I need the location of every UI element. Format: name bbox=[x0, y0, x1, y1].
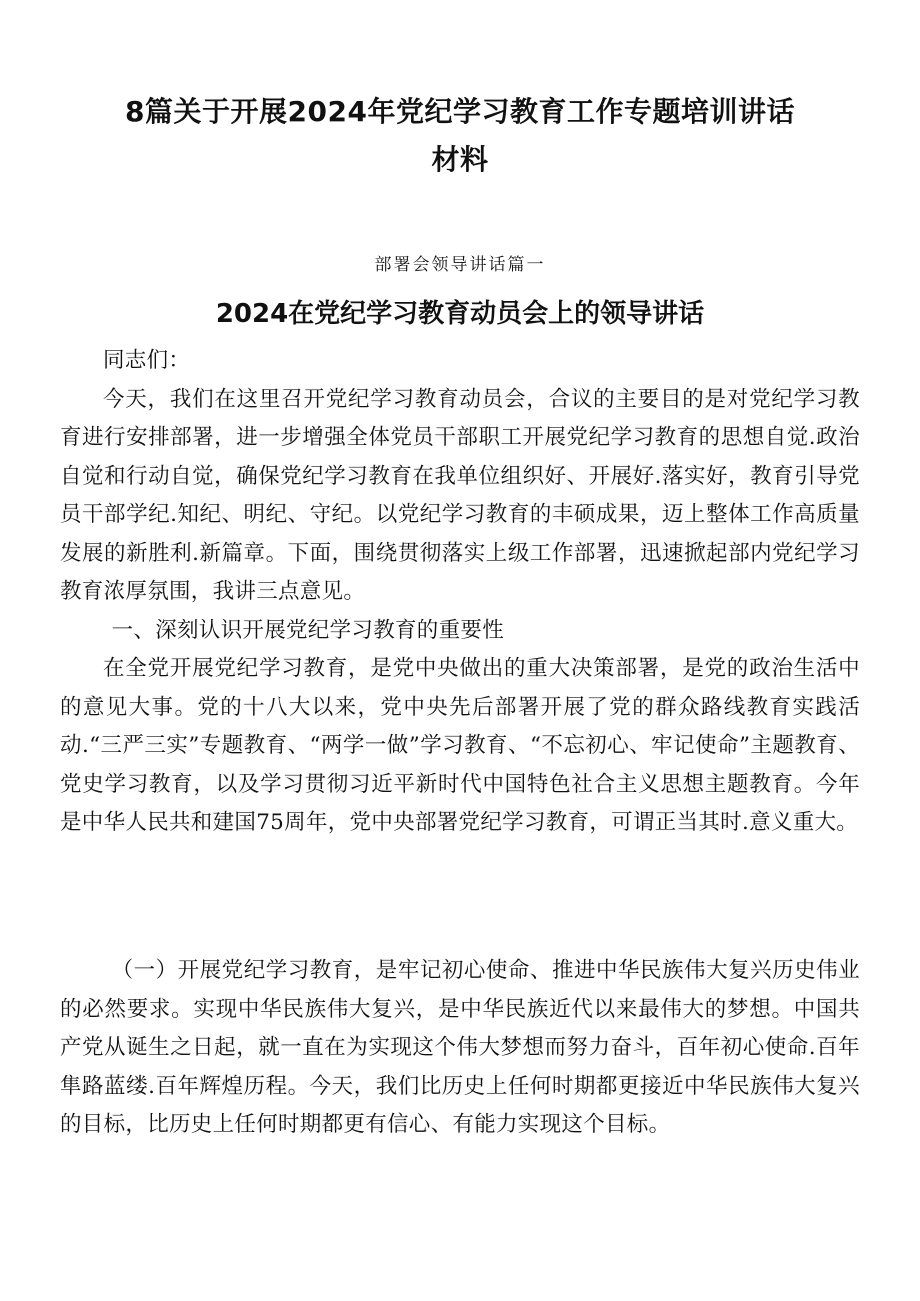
document-title bbox=[60, 88, 860, 184]
salutation: 同志们： bbox=[103, 348, 191, 373]
speech-title: 2024在党纪学习教育动员会上的领导讲话 bbox=[215, 299, 705, 329]
document-title-line-2: 材料 bbox=[431, 143, 489, 176]
section-heading-1: 一、深刻认识开展党纪学习教育的重要性 bbox=[111, 617, 504, 643]
document-body-top bbox=[60, 342, 860, 843]
document-title-line-1: 8篇关于开展2024年党纪学习教育工作专题培训讲话 bbox=[125, 95, 795, 128]
body-paragraph-1: 今天，我们在这里召开党纪学习教育动员会，合议的主要目的是对党纪学习教育进行安排部署，进一步增强全体党员干部职工开展党纪学习教育的思想自觉.政治自觉和行动自觉，确保党纪学习教育在我单位组织好、开展好.落实好，教育引导党员干部学纪.知纪、明纪、守纪。以党纪学习教育的丰硕成果，迈上整体工作高质量发展的新胜利.新篇章。下面，围绕贯彻落实上级工作部署，迅速掀起部内党纪学习教育浓厚氛围，我讲三点意见。 bbox=[60, 386, 860, 604]
body-paragraph-3: （一）开展党纪学习教育，是牢记初心使命、推进中华民族伟大复兴历史伟业的必然要求。实现中华民族伟大复兴，是中华民族近代以来最伟大的梦想。中国共产党从诞生之日起，就一直在为实现这个伟大梦想而努力奋斗，百年初心使命.百年隼路蓝缕.百年辉煌历程。今天，我们比历史上任何时期都更接近中华民族伟大复兴的目标，比历史上任何时期都更有信心、有能力实现这个目标。 bbox=[60, 958, 860, 1137]
section-label: 部署会领导讲话篇一 bbox=[374, 255, 546, 275]
body-paragraph-2: 在全党开展党纪学习教育，是党中央做出的重大决策部署，是党的政治生活中的意见大事。党的十八大以来，党中央先后部署开展了党的群众路线教育实践活动.“三严三实”专题教育、“两学一做”学习教育、“不忘初心、牢记使命”主题教育、党史学习教育，以及学习贯彻习近平新时代中国特色社合主义思想主题教育。今年是中华人民共和建国75周年，党中央部署党纪学习教育，可谓正当其时.意义重大。 bbox=[60, 656, 860, 835]
document-body-bottom bbox=[60, 952, 860, 1145]
